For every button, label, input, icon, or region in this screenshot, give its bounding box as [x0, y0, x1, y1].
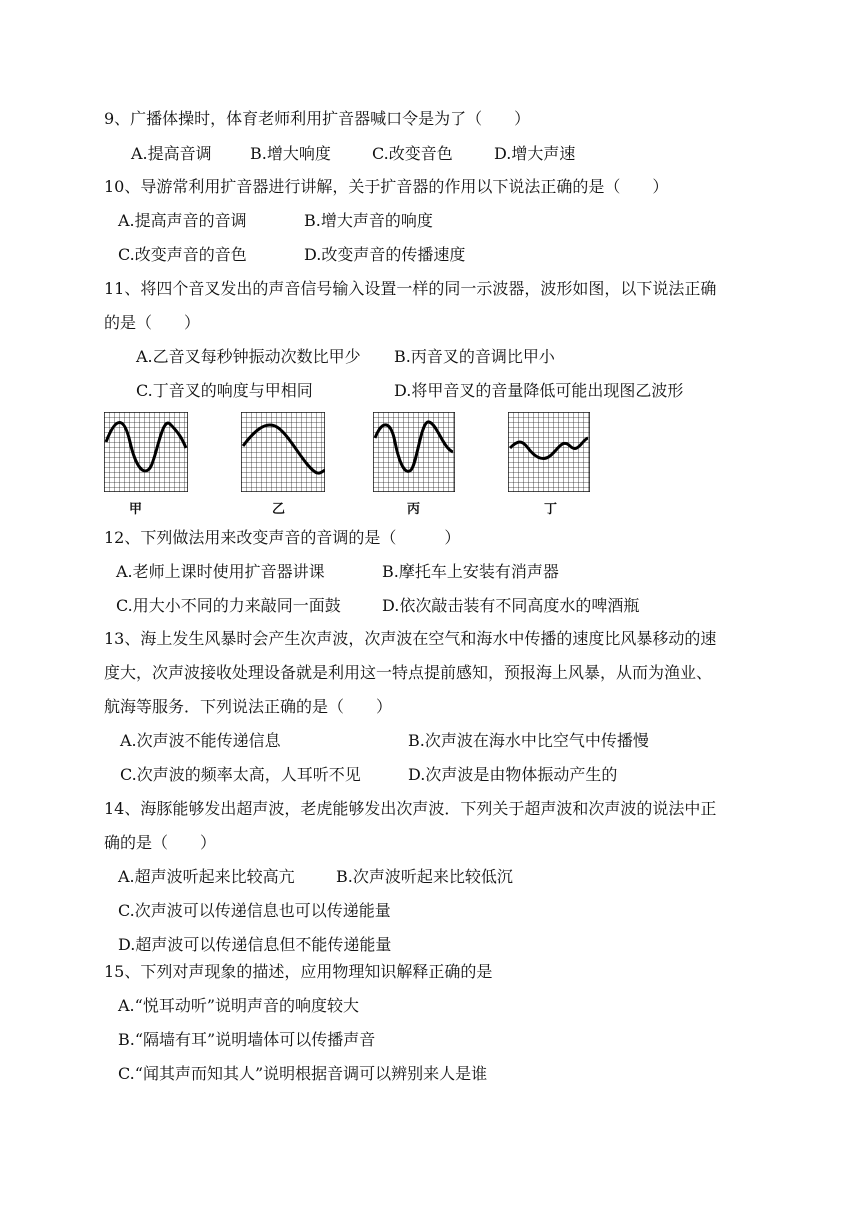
figure-label-yi: 乙	[272, 502, 286, 517]
figure-label-ding: 丁	[544, 502, 558, 517]
question-9-option-c: C.改变音色	[372, 144, 453, 163]
question-10-option-d: D.改变声音的传播速度	[304, 245, 466, 264]
oscilloscope-jia-figure	[104, 412, 188, 492]
question-14-option-a: A.超声波听起来比较高亢	[118, 867, 295, 886]
question-12-stem: 12、下列做法用来改变声音的音调的是（ ）	[104, 528, 461, 547]
question-9-option-b: B.增大响度	[250, 144, 331, 163]
oscilloscope-ding-figure	[508, 412, 590, 492]
question-13-stem-line-3: 航海等服务．下列说法正确的是（ ）	[104, 697, 393, 716]
figure-label-bing: 丙	[407, 502, 421, 517]
oscilloscope-bing-figure	[373, 412, 455, 492]
question-12-option-c: C.用大小不同的力来敲同一面鼓	[116, 596, 341, 615]
oscilloscope-yi-figure	[241, 412, 325, 492]
question-15-option-b: B.“隔墙有耳”说明墙体可以传播声音	[118, 1030, 376, 1049]
question-13-option-d: D.次声波是由物体振动产生的	[408, 765, 618, 784]
question-10-option-b: B.增大声音的响度	[304, 211, 433, 230]
question-13-option-b: B.次声波在海水中比空气中传播慢	[408, 731, 649, 750]
question-11-stem-line-2: 的是（ ）	[104, 313, 201, 332]
question-12-option-a: A.老师上课时使用扩音器讲课	[116, 562, 325, 581]
question-13-stem-line-2: 度大，次声波接收处理设备就是利用这一特点提前感知，预报海上风暴，从而为渔业、	[104, 663, 713, 682]
figure-label-jia: 甲	[129, 502, 143, 517]
question-11-option-d: D.将甲音叉的音量降低可能出现图乙波形	[394, 381, 684, 400]
question-13-stem-line-1: 13、海上发生风暴时会产生次声波，次声波在空气和海水中传播的速度比风暴移动的速	[104, 629, 717, 648]
question-14-stem-line-2: 确的是（ ）	[104, 833, 217, 852]
question-11-option-a: A.乙音叉每秒钟振动次数比甲少	[136, 347, 361, 366]
question-11-option-c: C.丁音叉的响度与甲相同	[136, 381, 313, 400]
question-15-option-a: A.“悦耳动听”说明声音的响度较大	[118, 996, 360, 1015]
question-10-option-a: A.提高声音的音调	[118, 211, 247, 230]
question-15-stem: 15、下列对声现象的描述，应用物理知识解释正确的是	[104, 962, 493, 981]
question-14-option-b: B.次声波听起来比较低沉	[336, 867, 513, 886]
question-14-stem-line-1: 14、海豚能够发出超声波，老虎能够发出次声波．下列关于超声波和次声波的说法中正	[104, 799, 717, 818]
question-15-option-c: C.“闻其声而知其人”说明根据音调可以辨别来人是谁	[118, 1064, 488, 1083]
question-13-option-a: A.次声波不能传递信息	[120, 731, 281, 750]
question-12-option-b: B.摩托车上安装有消声器	[382, 562, 559, 581]
question-11-option-b: B.丙音叉的音调比甲小	[394, 347, 555, 366]
question-10-option-c: C.改变声音的音色	[118, 245, 247, 264]
question-14-option-c: C.次声波可以传递信息也可以传递能量	[118, 901, 391, 920]
question-9-option-a: A.提高音调	[131, 144, 212, 163]
question-12-option-d: D.依次敲击装有不同高度水的啤酒瓶	[382, 596, 640, 615]
question-14-option-d: D.超声波可以传递信息但不能传递能量	[118, 935, 392, 954]
question-10-stem: 10、导游常利用扩音器进行讲解，关于扩音器的作用以下说法正确的是（ ）	[104, 177, 669, 196]
question-9-stem: 9、广播体操时，体育老师利用扩音器喊口令是为了（ ）	[104, 109, 531, 128]
question-13-option-c: C.次声波的频率太高，人耳听不见	[120, 765, 361, 784]
question-9-option-d: D.增大声速	[494, 144, 576, 163]
question-11-stem-line-1: 11、将四个音叉发出的声音信号输入设置一样的同一示波器，波形如图，以下说法正确	[104, 279, 717, 298]
